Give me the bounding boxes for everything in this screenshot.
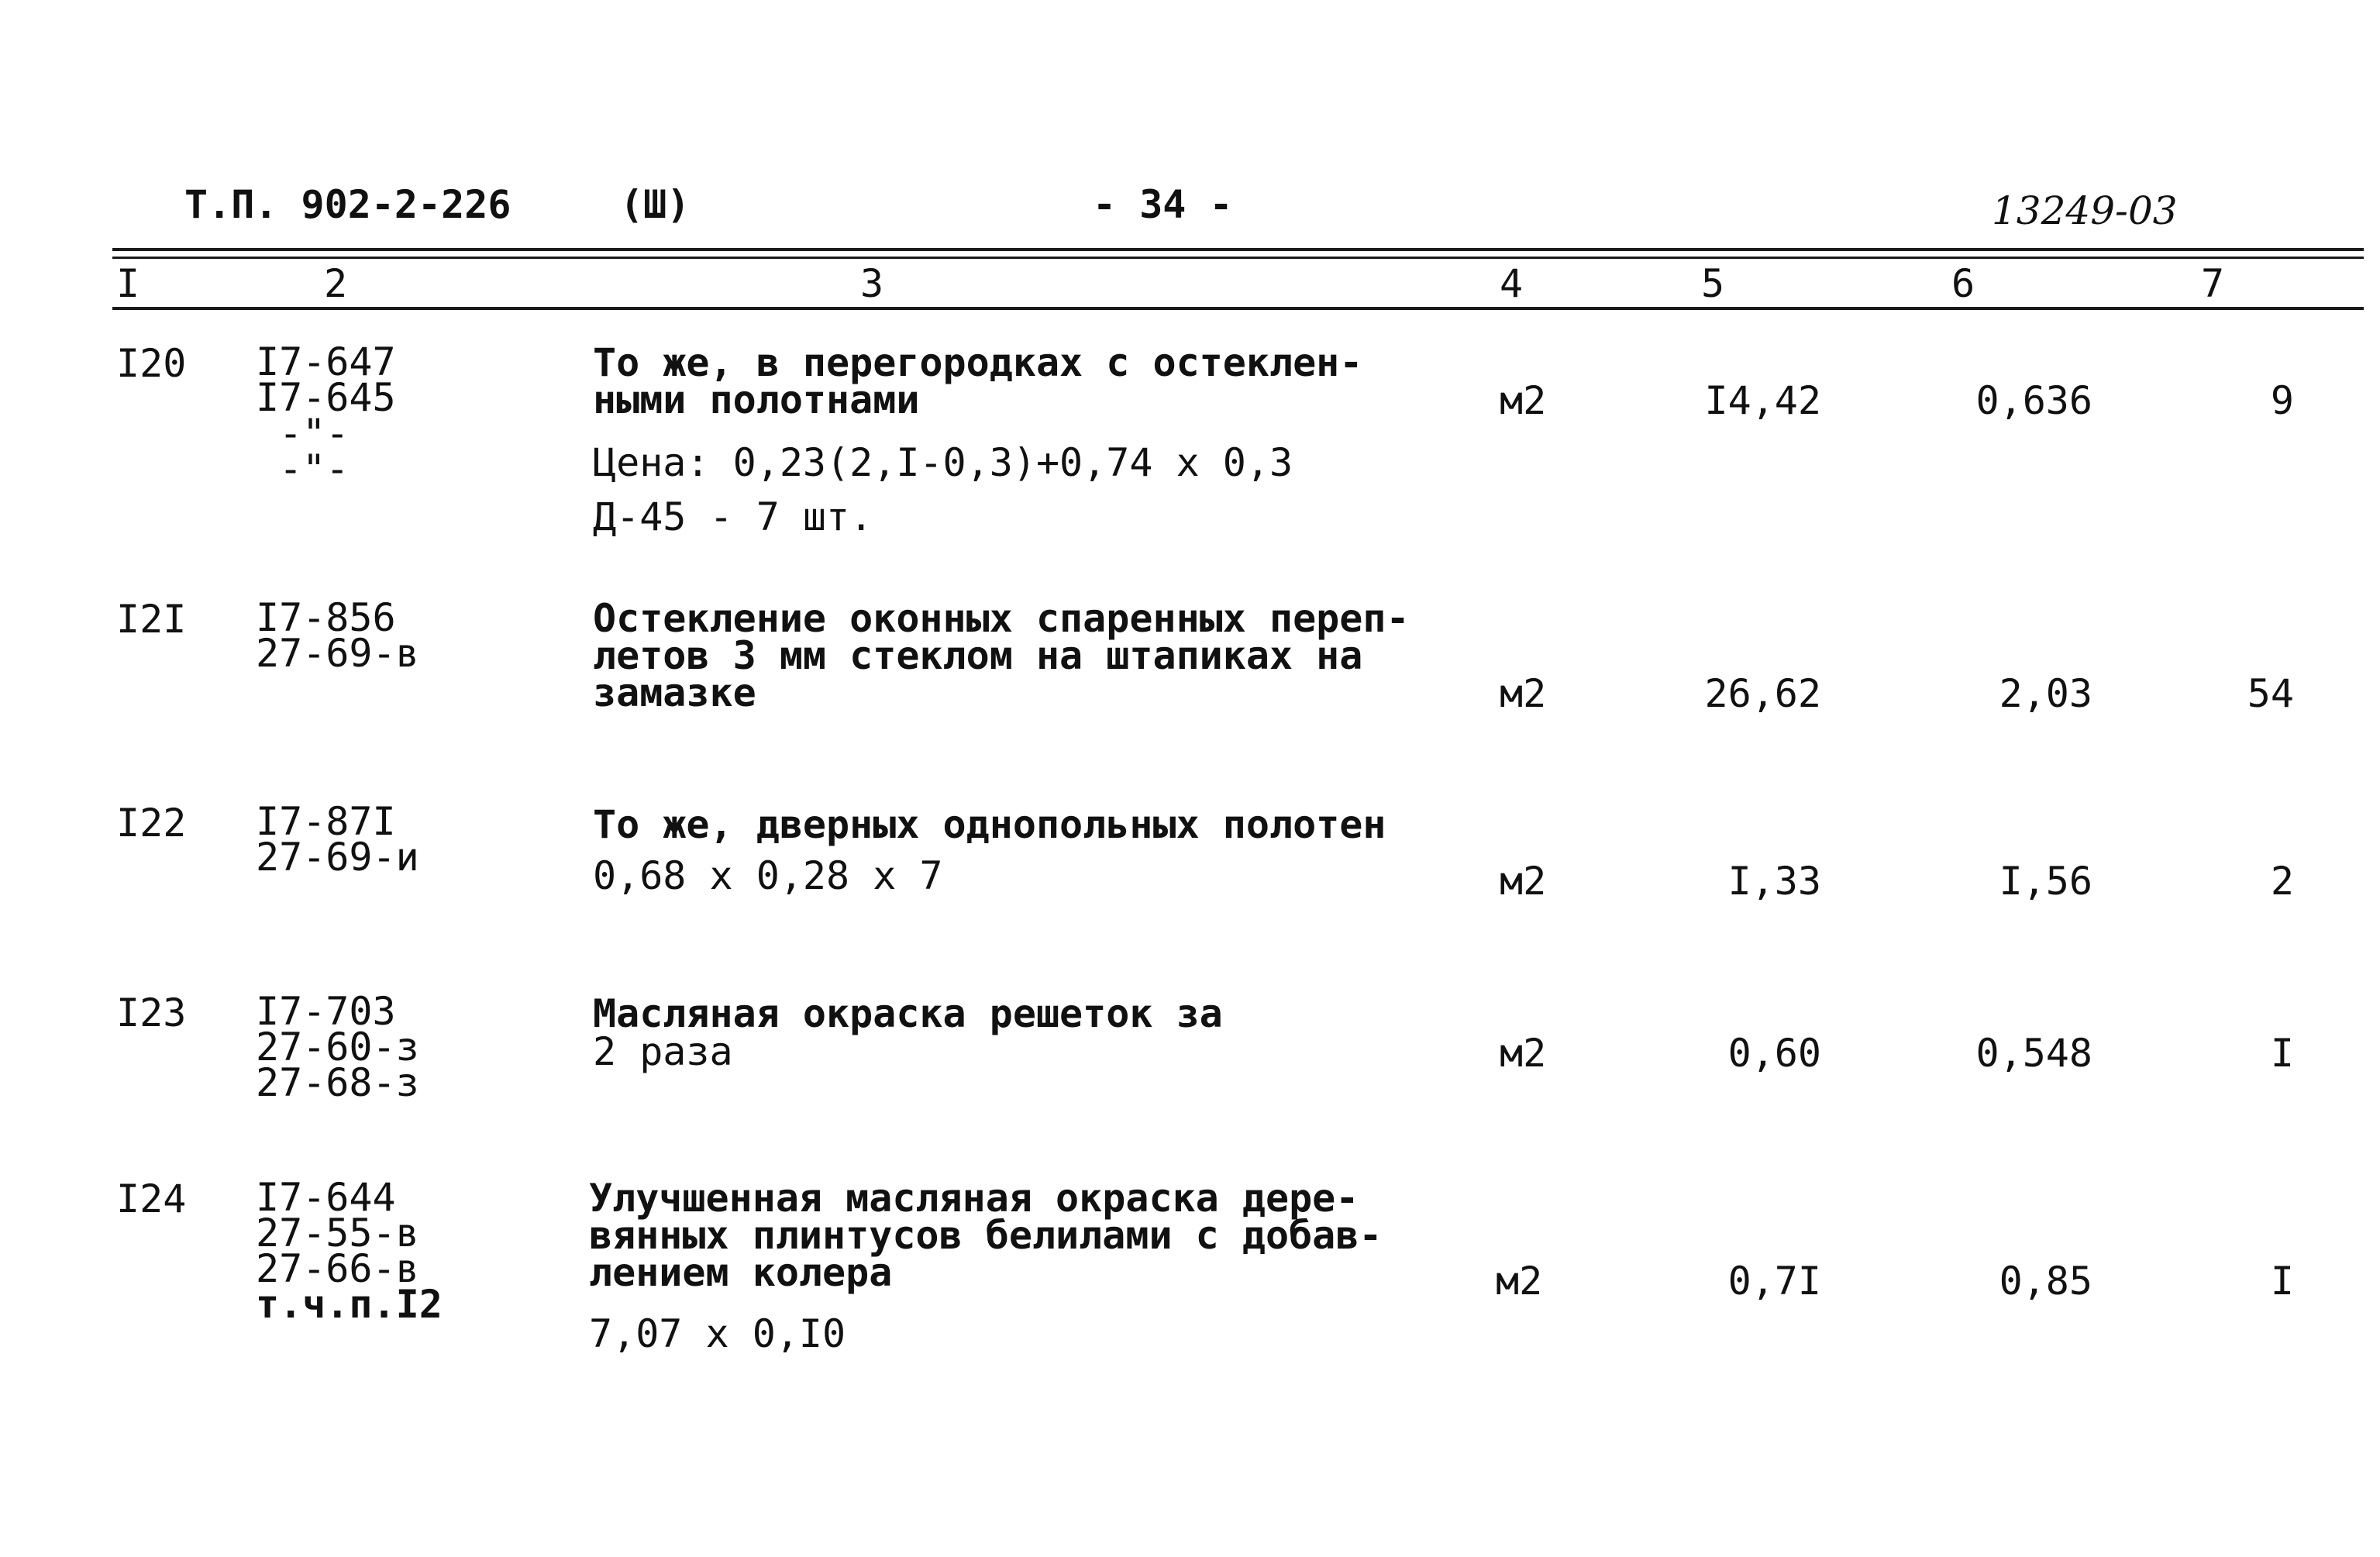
row-total: 2 <box>2270 859 2294 904</box>
row-value: 0,636 <box>1975 378 2092 423</box>
section-mark: (Ш) <box>620 182 691 227</box>
column-number-5: 5 <box>1701 261 1725 306</box>
row-description: То же, дверных однопольных полотен 0,68 x 0,28 x 7 <box>593 802 1386 898</box>
row-description: Улучшенная масляная окраска дере- вянных плинтусов белилами с добав- лением колера 7,07 x 0,I0 <box>589 1176 1383 1356</box>
table-top-rule-second <box>112 257 2364 259</box>
column-number-6: 6 <box>1951 261 1975 306</box>
column-number-7: 7 <box>2201 261 2225 306</box>
row-description: Остекление оконных спаренных переп- летов 3 мм стеклом на штапиках на замазке <box>593 596 1410 715</box>
row-value: 2,03 <box>1999 671 2092 716</box>
row-description: То же, в перегородках с остеклен- ными полотнами Цена: 0,23(2,I-0,3)+0,74 x 0,3 Д-45 - 7 шт. <box>593 340 1363 539</box>
column-number-4: 4 <box>1500 261 1524 306</box>
column-number-3: 3 <box>860 261 884 306</box>
doc-reference: Т.П. 902-2-226 <box>184 182 511 227</box>
row-unit: м2 <box>1500 859 1547 904</box>
row-total: 9 <box>2270 378 2294 423</box>
row-number: I23 <box>116 990 187 1035</box>
row-value: 0,85 <box>1999 1259 2092 1304</box>
column-number-2: 2 <box>324 261 348 306</box>
row-total: 54 <box>2247 671 2294 716</box>
row-value: I,56 <box>1999 859 2092 904</box>
row-codes: I7-703 27-60-з 27-68-з <box>256 989 419 1105</box>
row-total: I <box>2270 1259 2294 1304</box>
column-number-1: I <box>116 261 140 306</box>
table-header-rule <box>112 307 2364 310</box>
row-codes: I7-87I 27-69-и <box>256 799 419 880</box>
row-quantity: I4,42 <box>1704 378 1821 423</box>
row-number: I24 <box>116 1176 187 1221</box>
row-unit: м2 <box>1500 1031 1547 1076</box>
row-unit: м2 <box>1496 1259 1543 1304</box>
row-number: I22 <box>116 801 187 846</box>
row-quantity: 0,60 <box>1727 1031 1821 1076</box>
row-number: I2I <box>116 597 187 642</box>
page-number: - 34 - <box>1093 182 1233 227</box>
row-total: I <box>2270 1031 2294 1076</box>
row-description: Масляная окраска решеток за 2 раза <box>593 991 1223 1074</box>
album-code: 13249-03 <box>1992 188 2178 233</box>
row-unit: м2 <box>1500 671 1547 716</box>
row-quantity: 26,62 <box>1704 671 1821 716</box>
table-top-rule <box>112 248 2364 251</box>
row-codes: I7-647 I7-645 -"- -"- <box>256 339 396 491</box>
row-codes: I7-644 27-55-в 27-66-в т.ч.п.I2 <box>256 1175 443 1327</box>
row-quantity: I,33 <box>1727 859 1821 904</box>
row-number: I20 <box>116 341 187 386</box>
row-quantity: 0,7I <box>1727 1259 1821 1304</box>
row-codes: I7-856 27-69-в <box>256 595 419 676</box>
row-value: 0,548 <box>1975 1031 2092 1076</box>
row-unit: м2 <box>1500 378 1547 423</box>
